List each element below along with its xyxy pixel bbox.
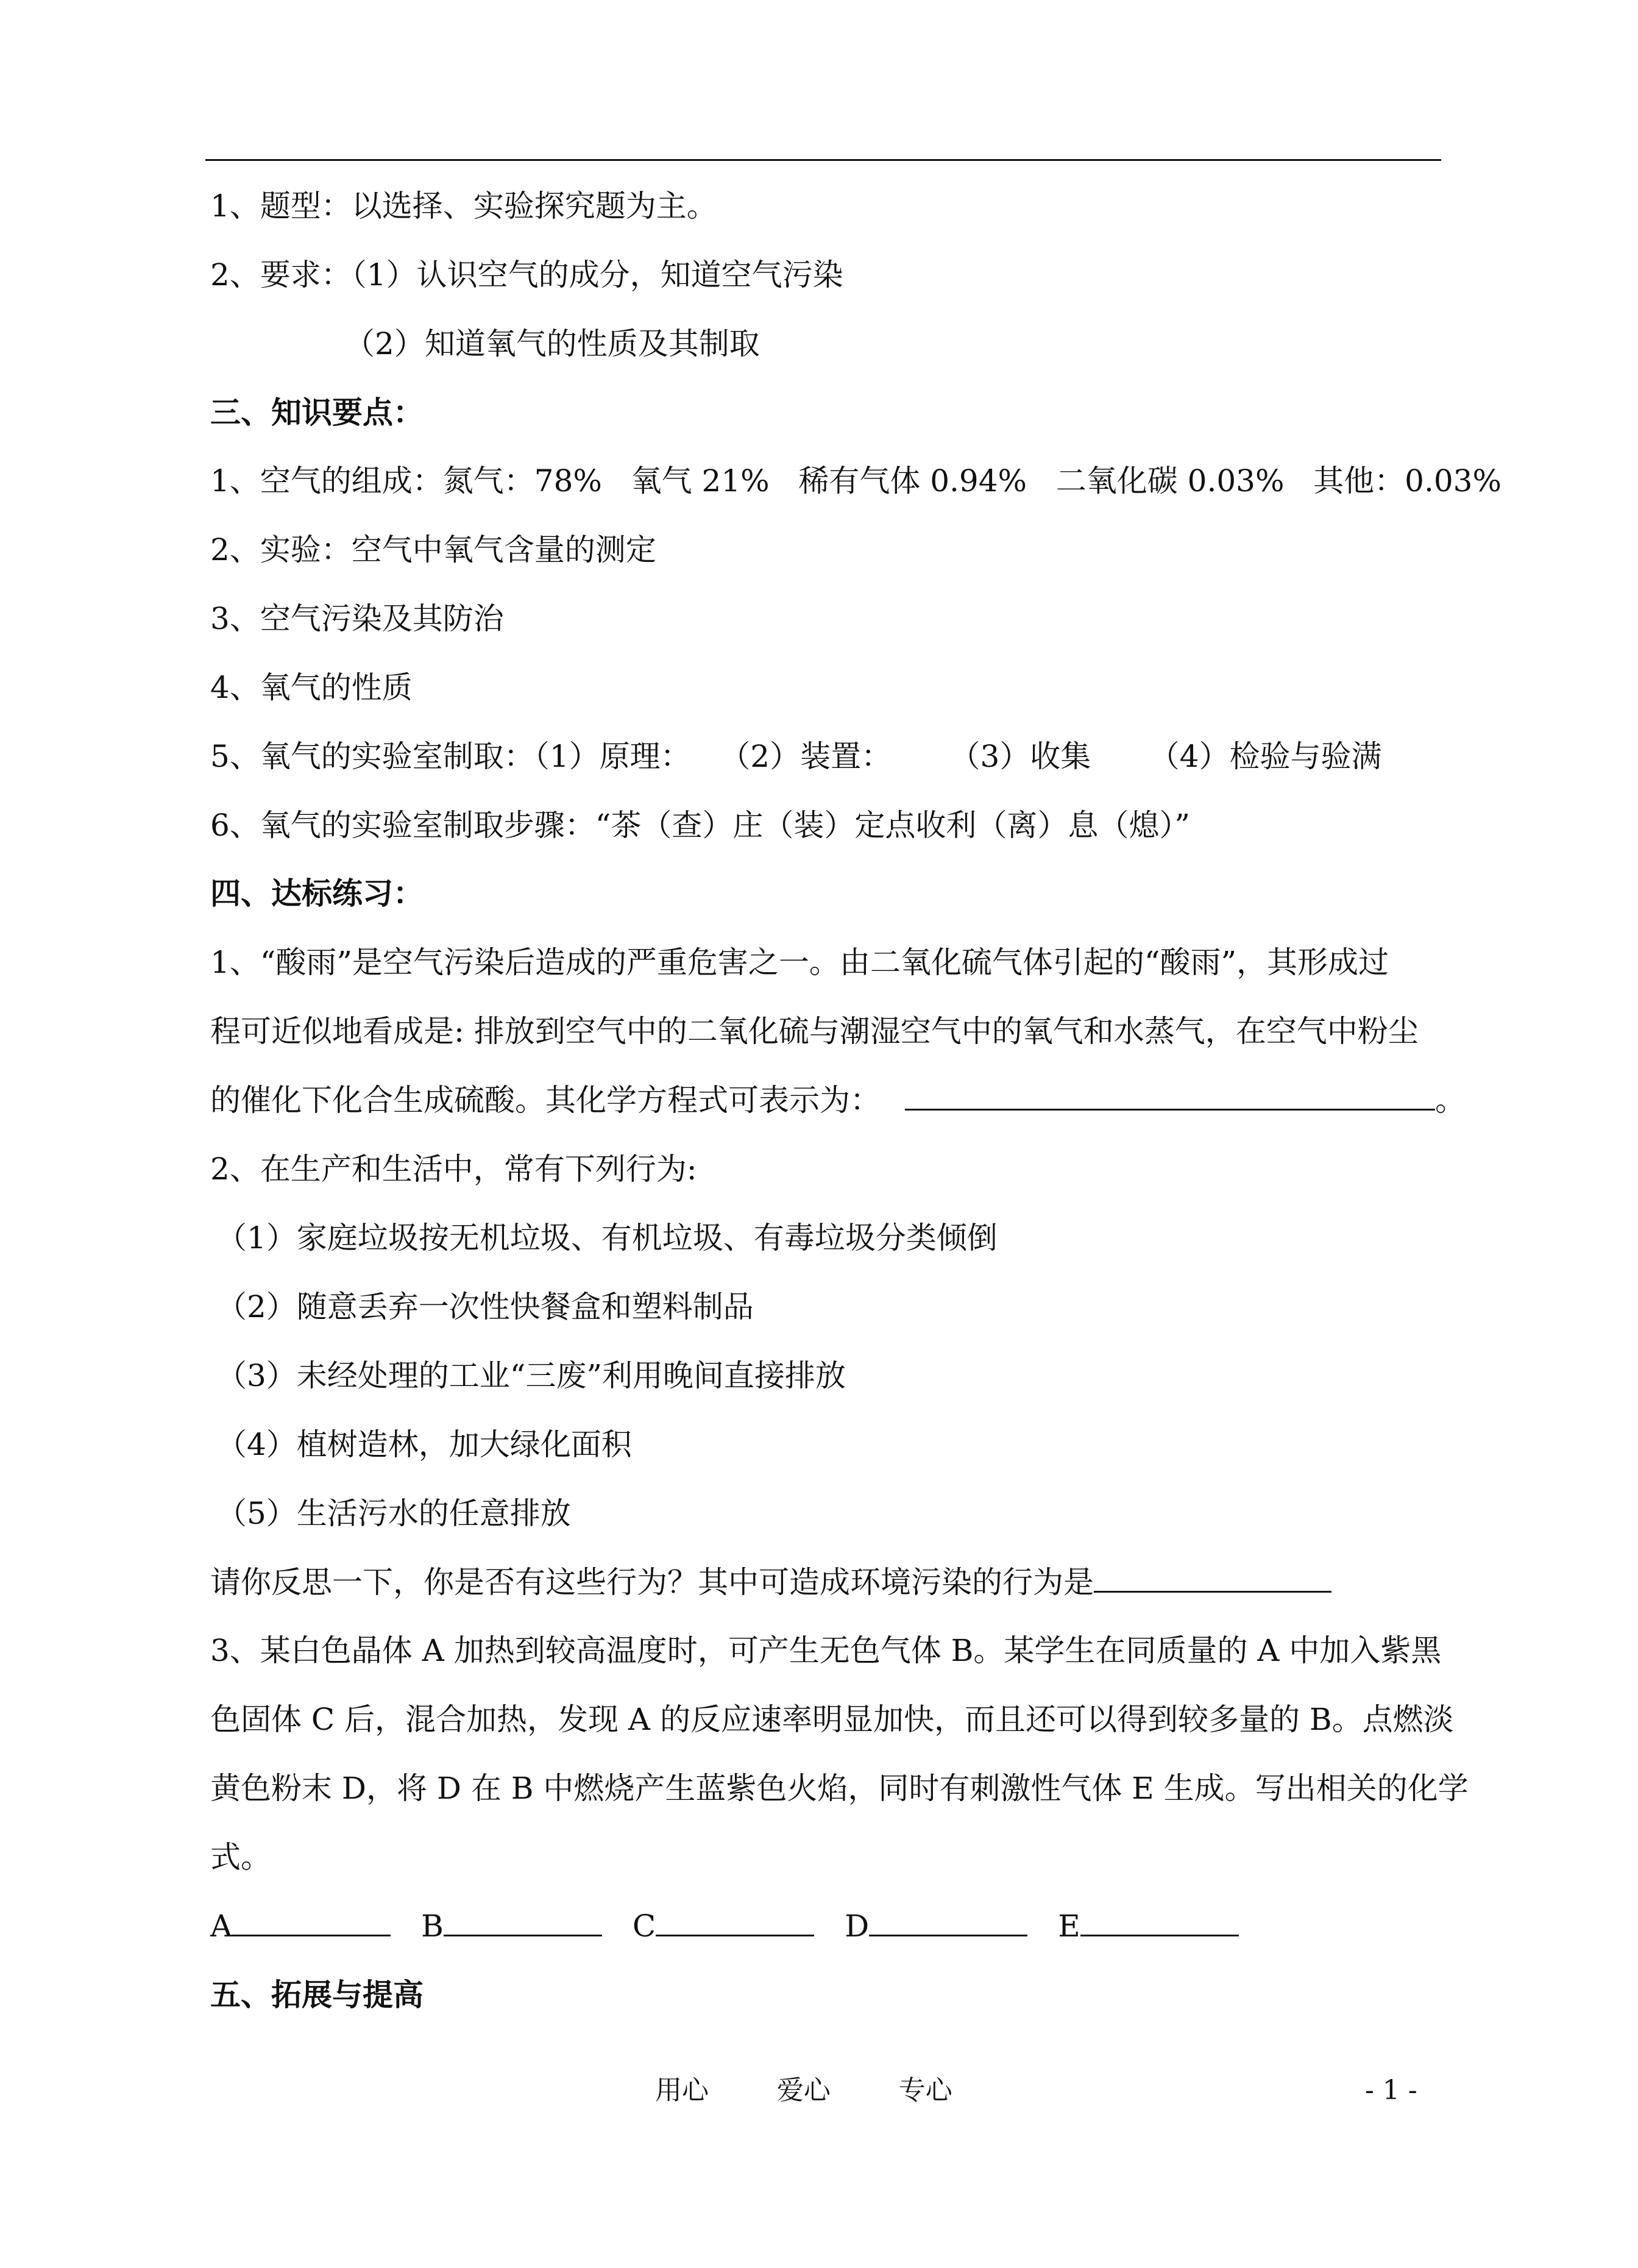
- answer-blank-pollution[interactable]: [1094, 1563, 1331, 1593]
- line-requirement-2: （2）知道氧气的性质及其制取: [344, 326, 760, 361]
- line-q3-b: 色固体 C 后，混合加热，发现 A 的反应速率明显加快，而且还可以得到较多量的 B。点燃淡: [210, 1702, 1454, 1737]
- line-q3-answers: [210, 1905, 1239, 1947]
- answer-blank-c[interactable]: [656, 1907, 814, 1936]
- label-c: C: [632, 1908, 656, 1944]
- heading-knowledge-points: 三、知识要点：: [210, 394, 424, 430]
- answer-blank-e[interactable]: [1080, 1907, 1239, 1936]
- line-q3-d: 式。: [210, 1840, 271, 1875]
- heading-practice: 四、达标练习：: [210, 875, 424, 911]
- line-air-composition: 1、空气的组成：氮气：78% 氧气 21% 稀有气体 0.94% 二氧化碳 0.03% 其他：0.03%: [210, 463, 1502, 499]
- answer-blank-b[interactable]: [444, 1907, 602, 1936]
- header-rule: [205, 159, 1441, 161]
- line-q1-c: [210, 1079, 1466, 1122]
- list-item-q2-2: （2）随意丢弃一次性快餐盒和塑料制品: [216, 1289, 754, 1324]
- list-item-q2-4: （4）植树造林，加大绿化面积: [216, 1427, 632, 1462]
- list-item-q2-5: （5）生活污水的任意排放: [216, 1496, 571, 1531]
- label-a: A: [210, 1908, 233, 1944]
- page-number: - 1 -: [1365, 2075, 1417, 2106]
- line-q2-end: [210, 1561, 1331, 1604]
- label-d: D: [845, 1908, 870, 1944]
- footer-motto: 用心 爱心 专心: [655, 2075, 952, 2106]
- line-oxygen-preparation: 5、氧气的实验室制取：（1）原理： （2）装置： （3）收集 （4）检验与验满: [210, 739, 1382, 774]
- line-q1-b: 程可近似地看成是: 排放到空气中的二氧化硫与潮湿空气中的氧气和水蒸气，在空气中粉尘: [210, 1014, 1419, 1049]
- line-q3-a: 3、某白色晶体 A 加热到较高温度时，可产生无色气体 B。某学生在同质量的 A 中加入紫黑: [210, 1633, 1442, 1668]
- line-q3-c: 黄色粉末 D，将 D 在 B 中燃烧产生蓝紫色火焰，同时有刺激性气体 E 生成。写出相关的化学: [210, 1771, 1469, 1806]
- line-oxygen-properties: 4、氧气的性质: [210, 670, 413, 705]
- line-question-type: 1、题型：以选择、实验探究题为主。: [210, 188, 717, 224]
- line-oxygen-experiment: 2、实验：空气中氧气含量的测定: [210, 532, 656, 567]
- heading-extension: 五、拓展与提高: [210, 1977, 424, 2013]
- line-q2: 2、在生产和生活中，常有下列行为:: [210, 1151, 697, 1187]
- answer-blank-a[interactable]: [232, 1907, 391, 1936]
- q2-end-text: 请你反思一下，你是否有这些行为？其中可造成环境污染的行为是: [210, 1565, 1094, 1600]
- q1-c-end: 。: [1435, 1082, 1466, 1118]
- label-b: B: [421, 1908, 444, 1944]
- label-e: E: [1058, 1908, 1080, 1944]
- line-air-pollution: 3、空气污染及其防治: [210, 601, 504, 636]
- line-preparation-steps: 6、氧气的实验室制取步骤：“茶（查）庄（装）定点收利（离）息（熄）”: [210, 808, 1190, 843]
- q1-c-text: 的催化下化合生成硫酸。其化学方程式可表示为：: [210, 1082, 881, 1118]
- list-item-q2-1: （1）家庭垃圾按无机垃圾、有机垃圾、有毒垃圾分类倾倒: [216, 1220, 998, 1256]
- line-q1-a: 1、“酸雨”是空气污染后造成的严重危害之一。由二氧化硫气体引起的“酸雨”，其形成过: [210, 945, 1389, 980]
- line-requirement-1: 2、要求：（1）认识空气的成分，知道空气污染: [210, 257, 843, 293]
- list-item-q2-3: （3）未经处理的工业“三废”利用晚间直接排放: [216, 1358, 846, 1393]
- answer-blank-equation[interactable]: [905, 1081, 1435, 1111]
- answer-blank-d[interactable]: [869, 1907, 1027, 1936]
